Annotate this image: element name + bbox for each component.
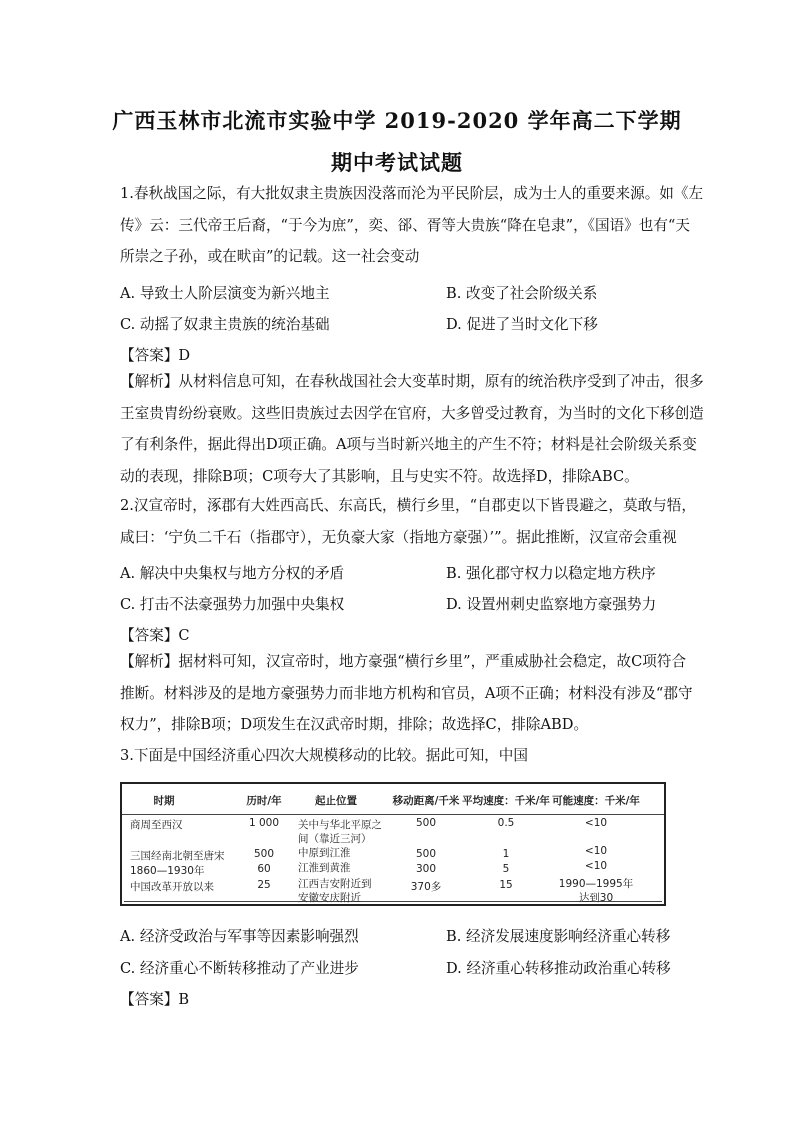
q1-analysis [120,366,704,492]
table-cell: 三国经南北朝至唐宋 [130,850,225,862]
table-cell: 60 [257,863,271,875]
q1-option-d: D. 促进了当时文化下移 [446,316,598,333]
table-cell: <10 [584,845,608,857]
q3-stem-line: 3.下面是中国经济重心四次大规模移动的比较。据此可知，中国 [120,747,528,764]
table-cell: 500 [415,817,437,829]
table-cell: 15 [499,879,513,891]
q1-analysis-line: 动的表现，排除B项；C项夸大了其影响，且与史实不符。故选择D，排除ABC。 [120,467,639,485]
table-cell: <10 [584,860,608,872]
q2-analysis-line: 【解析】据材料可知，汉宣帝时，地方豪强“横行乡里”，严重威胁社会稳定，故C项符合 [120,653,687,670]
table-header: 移动距离/千米 [392,795,460,807]
q2-analysis-line: 推断。材料涉及的是地方豪强势力而非地方机构和官员，A项不正确；材料没有涉及“郡守 [120,684,693,702]
table-cell: 1860—1930年 [130,865,205,877]
table-header: 平均速度：千米/年 [462,795,550,807]
q2-option-c: C. 打击不法豪强势力加强中央集权 [120,596,345,613]
table-cell: 安徽安庆附近 [298,892,361,904]
table-cell: 1 [502,848,510,860]
q1-analysis-line: 【解析】从材料信息可知，在春秋战国社会大变革时期，原有的统治秩序受到了冲击，很多 [120,373,704,390]
table-cell: 300 [415,863,437,875]
q1-stem-line: 1.春秋战国之际，有大批奴隶主贵族因没落而沦为平民阶层，成为士人的重要来源。如《左 [120,185,704,202]
document-title-line1: 广西玉林市北流市实验中学 2019-2020 学年高二下学期 [112,108,682,133]
q1-stem-line: 所崇之子孙，或在畎亩”的记载。这一社会变动 [120,248,420,265]
table-cell: 江西吉安附近到 [298,878,372,890]
q1-option-b: B. 改变了社会阶级关系 [446,285,598,302]
q2-option-d: D. 设置州刺史监察地方豪强势力 [446,596,657,613]
q1-stem [120,178,704,273]
table-header: 历时/年 [246,795,282,807]
table-cell: 商周至西汉 [130,819,183,831]
table-cell: 中原到江淮 [298,847,351,859]
table-cell: 500 [415,848,437,860]
q2-stem-line: 2.汉宣帝时，涿郡有大姓西高氏、东高氏，横行乡里，“自郡吏以下皆畏避之，莫敢与牾， [120,497,696,514]
q1-analysis-line: 了有利条件，据此得出D项正确。A项与当时新兴地主的产生不符；材料是社会阶级关系变 [120,436,697,453]
table-cell: 关中与华北平原之 [298,819,382,831]
table-cell: 370多 [410,881,442,893]
q3-stem [120,740,675,772]
q3-option-a: A. 经济受政治与军事等因素影响强烈 [120,928,359,945]
table-header: 可能速度：千米/年 [552,795,640,807]
table-cell: 达到30 [578,892,614,904]
table-cell: 间（靠近三河） [298,833,372,845]
table-cell: 1990—1995年 [558,878,634,890]
table-header: 时期 [153,795,175,807]
table-header-rule [122,814,664,815]
q2-answer: 【答案】C [120,627,190,644]
table-cell: 25 [257,879,271,891]
table-cell: <10 [584,817,608,829]
table-cell: 1 000 [248,817,280,829]
q1-analysis-line: 王室贵胄纷纷衰败。这些旧贵族过去因学在官府，大多曾受过教育，为当时的文化下移创造 [120,404,704,422]
table-cell: 5 [502,863,510,875]
q1-answer: 【答案】D [120,347,191,364]
q3-answer: 【答案】B [120,991,190,1008]
q2-stem-line: 咸曰：‘宁负二千石（指郡守），无负豪大家（指地方豪强）’”。据此推断，汉宣帝会重视 [120,528,677,546]
q3-option-d: D. 经济重心转移推动政治重心转移 [446,960,671,977]
q1-option-c: C. 动摇了奴隶主贵族的统治基础 [120,316,330,333]
q1-stem-line: 传》云：三代帝王后裔，“于今为庶”，奕、郤、胥等大贵族“降在皂隶”，《国语》也有“天 [120,216,690,234]
table-header: 起止位置 [315,795,357,807]
table-cell: 0.5 [497,817,515,829]
table-cell: 江淮到黄淮 [298,862,351,874]
document-title-line2: 期中考试试题 [331,150,463,175]
q3-option-b: B. 经济发展速度影响经济重心转移 [446,928,671,945]
q2-stem [120,490,696,553]
q3-option-c: C. 经济重心不断转移推动了产业进步 [120,960,359,977]
q2-analysis-line: 权力”，排除B项；D项发生在汉武帝时期，排除；故选择C，排除ABD。 [120,716,589,733]
q2-option-a: A. 解决中央集权与地方分权的矛盾 [120,565,345,582]
table-cell: 500 [253,848,275,860]
q1-option-a: A. 导致士人阶层演变为新兴地主 [120,285,330,302]
q2-analysis [120,646,693,741]
table-cell: 中国改革开放以来 [130,881,214,893]
economic-center-table [120,782,666,906]
q2-option-b: B. 强化郡守权力以稳定地方秩序 [446,565,656,582]
